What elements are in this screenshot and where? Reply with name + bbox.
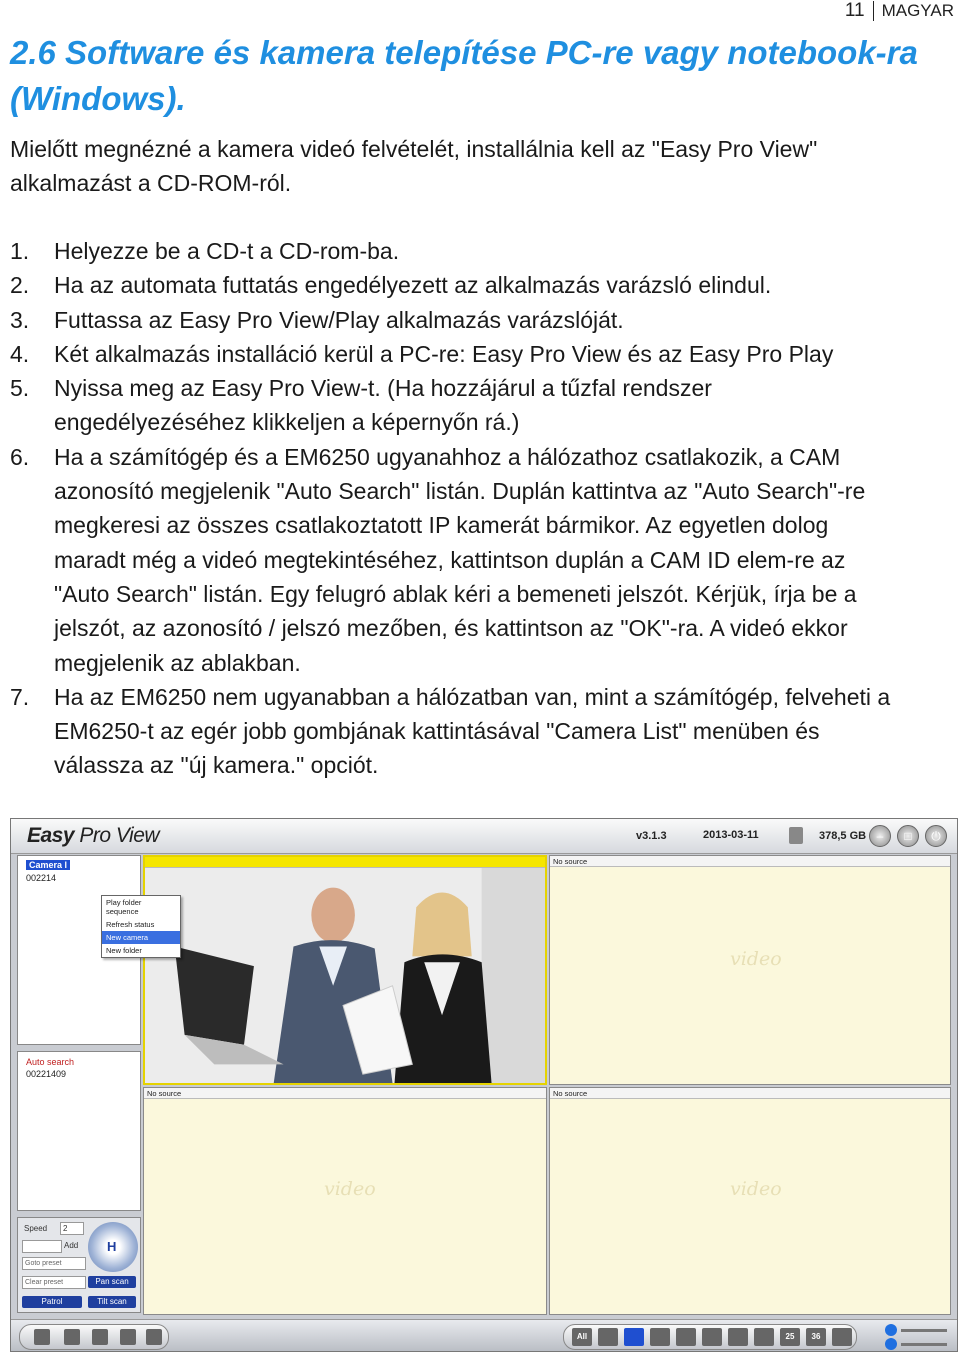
speed-select[interactable]: 2	[60, 1222, 84, 1235]
cell-header	[145, 857, 545, 868]
video-cell-3[interactable]	[143, 1087, 547, 1315]
step-item	[10, 268, 958, 302]
app-toolbar	[11, 819, 957, 854]
step-line: engedélyezéséhez klikkeljen a képernyőn rá.)	[54, 409, 520, 436]
step-item	[10, 234, 958, 268]
tilt-scan-button[interactable]: Tilt scan	[88, 1296, 136, 1308]
step-text	[54, 440, 958, 680]
tool-buttons	[19, 1324, 169, 1350]
step-line: Helyezze be a CD-t a CD-rom-ba.	[54, 238, 400, 264]
version-label: v3.1.3	[636, 830, 667, 842]
step-number: 6.	[10, 443, 30, 470]
microphone-icon[interactable]	[885, 1338, 897, 1350]
live-video-image	[145, 868, 545, 1083]
ctx-refresh-status[interactable]: Refresh status	[106, 920, 155, 929]
step-text	[54, 680, 958, 783]
settings-tools-icon[interactable]	[34, 1329, 50, 1345]
patrol-button[interactable]: Patrol	[22, 1296, 82, 1308]
camera-list-header[interactable]: Camera l	[26, 860, 70, 870]
clear-preset-select[interactable]: Clear preset	[22, 1276, 86, 1289]
step-number: 2.	[10, 272, 30, 299]
step-line: válassza az "új kamera." opciót.	[54, 752, 379, 779]
context-menu	[101, 895, 181, 958]
camera-list-item[interactable]: 002214	[26, 873, 57, 883]
record-icon[interactable]	[64, 1329, 80, 1345]
ptz-panel	[17, 1217, 141, 1313]
intro-line: Mielőtt megnézné a kamera videó felvételét, installálnia kell az "Easy Pro View"	[10, 136, 818, 162]
step-line: Nyissa meg az Easy Pro View-t. (Ha hozzájárul a tűzfal rendszer	[54, 375, 712, 402]
intro-paragraph	[10, 132, 817, 200]
layout-25-button[interactable]: 25	[780, 1328, 800, 1346]
disk-space-label: 378,5 GB	[819, 830, 867, 842]
speaker-icon[interactable]	[885, 1324, 897, 1336]
step-number: 1.	[10, 238, 30, 264]
layout-1-button[interactable]	[598, 1328, 618, 1346]
video-cell-4[interactable]	[549, 1087, 951, 1315]
step-line: jelszót, az azonosító / jelszó mezőben, és kattintson az "OK"-ra. A videó ekkor	[54, 615, 848, 642]
layout-buttons	[563, 1324, 857, 1350]
step-line: Két alkalmazás installáció kerül a PC-re: Easy Pro View és az Easy Pro Play	[54, 340, 834, 367]
video-cell-1[interactable]	[143, 855, 547, 1085]
header-divider	[873, 1, 874, 21]
step-line: "Auto Search" listán. Egy felugró ablak kéri a bemeneti jelszót. Kérjük, írja be a	[54, 580, 857, 607]
layout-36-button[interactable]: 36	[806, 1328, 826, 1346]
video-grid	[143, 855, 951, 1315]
hdd-icon	[789, 827, 803, 844]
app-logo	[27, 824, 159, 848]
schedule-icon[interactable]	[120, 1329, 136, 1345]
step-line: megkeresi az összes csatlakoztatott IP kamerát bármikor. Az egyetlen dolog	[54, 512, 829, 539]
ctx-play-folder-sequence[interactable]: Play folder sequence	[106, 898, 142, 916]
layout-all-button[interactable]: All	[572, 1328, 592, 1346]
cell-watermark: video	[730, 1178, 782, 1200]
logo-rest: Pro View	[74, 824, 160, 847]
cell-watermark: video	[730, 948, 782, 970]
page-header	[845, 0, 954, 22]
step-line: Ha az EM6250 nem ugyanabban a hálózatban van, mint a számítógép, felveheti a	[54, 683, 891, 710]
step-line: Ha az automata futtatás engedélyezett az alkalmazás varázsló elindul.	[54, 272, 772, 299]
step-item	[10, 337, 958, 371]
people-photo	[145, 868, 545, 1083]
video-cell-2[interactable]	[549, 855, 951, 1085]
preset-name-input[interactable]	[22, 1240, 62, 1253]
step-line: maradt még a videó megtekintéséhez, kattintson duplán a CAM ID elem-re az	[54, 546, 846, 573]
step-item	[10, 371, 958, 440]
intro-line: alkalmazást a CD-ROM-ról.	[10, 170, 292, 196]
maximize-icon[interactable]: □	[897, 825, 919, 847]
goto-preset-select[interactable]: Goto preset	[22, 1257, 86, 1270]
steps-list	[10, 234, 958, 783]
step-line: megjelenik az ablakban.	[54, 649, 301, 676]
step-item	[10, 680, 958, 783]
step-line: azonosító megjelenik "Auto Search" listán. Duplán kattintva az "Auto Search"-re	[54, 478, 866, 505]
layout-6-button[interactable]	[650, 1328, 670, 1346]
step-number: 7.	[10, 683, 30, 710]
cell-watermark: video	[324, 1178, 376, 1200]
auto-search-tree	[17, 1051, 141, 1211]
minimize-icon[interactable]: –	[869, 825, 891, 847]
cell-header: No source	[550, 1088, 950, 1099]
auto-search-header[interactable]: Auto search	[26, 1057, 75, 1067]
home-icon[interactable]: H	[107, 1239, 117, 1254]
volume-controls	[883, 1322, 951, 1350]
ctx-new-camera[interactable]: New camera	[102, 931, 180, 944]
auto-search-item[interactable]: 00221409	[26, 1069, 67, 1079]
layout-13-button[interactable]	[728, 1328, 748, 1346]
step-line: Futtassa az Easy Pro View/Play alkalmazás varázslóját.	[54, 306, 624, 333]
step-text	[54, 268, 958, 302]
step-text	[54, 234, 958, 268]
logo-bold: Easy	[27, 824, 75, 847]
snapshot-icon[interactable]	[92, 1329, 108, 1345]
layout-4-button[interactable]	[624, 1328, 644, 1346]
step-line: Ha a számítógép és a EM6250 ugyanahhoz a hálózathoz csatlakozik, a CAM	[54, 443, 841, 470]
bottom-toolbar	[11, 1319, 957, 1352]
left-panel	[17, 855, 155, 1315]
speed-label: Speed	[24, 1224, 48, 1233]
step-number: 5.	[10, 375, 30, 402]
pan-scan-button[interactable]: Pan scan	[88, 1276, 136, 1288]
cell-header: No source	[144, 1088, 546, 1099]
power-icon[interactable]: ⏻	[925, 825, 947, 847]
step-line: EM6250-t az egér jobb gombjának kattintásával "Camera List" menüben és	[54, 718, 820, 745]
layout-10-button[interactable]	[702, 1328, 722, 1346]
fullscreen-button[interactable]	[832, 1328, 852, 1346]
page-number: 11	[844, 0, 865, 21]
ctx-new-folder[interactable]: New folder	[106, 946, 142, 955]
section-title: 2.6 Software és kamera telepítése PC-re vagy notebook-ra (Windows).	[10, 34, 918, 117]
step-item	[10, 440, 958, 680]
add-button[interactable]: Add	[64, 1241, 79, 1250]
speaker-volume-slider[interactable]	[901, 1329, 947, 1332]
step-number: 4.	[10, 340, 30, 367]
language-label: MAGYAR	[881, 1, 954, 20]
step-text	[54, 303, 958, 337]
step-text	[54, 337, 958, 371]
ptz-direction-pad[interactable]	[88, 1222, 138, 1272]
step-text	[54, 371, 958, 440]
step-number: 3.	[10, 306, 30, 333]
app-screenshot	[10, 818, 958, 1352]
step-item	[10, 303, 958, 337]
date-label: 2013-03-11	[703, 829, 759, 841]
mic-volume-slider[interactable]	[901, 1343, 947, 1346]
temperature-icon[interactable]	[146, 1329, 162, 1345]
layout-9-button[interactable]	[676, 1328, 696, 1346]
cell-header: No source	[550, 856, 950, 867]
layout-16-button[interactable]	[754, 1328, 774, 1346]
